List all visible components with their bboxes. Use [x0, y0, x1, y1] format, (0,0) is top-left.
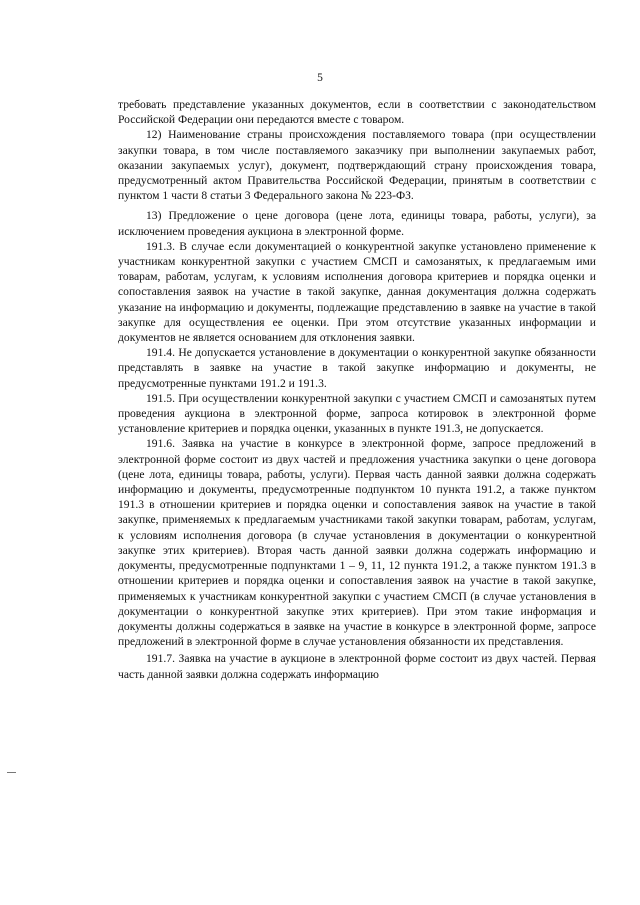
paragraph-191-6: 191.6. Заявка на участие в конкурсе в электронной форме, запросе предложений в электронной форме состоит из двух частей и предложения участника закупки о цене договора (цене лота, единицы товара, работы, услуги). Первая часть данной заявки должна содержать информацию и документы, предусмотренные подпунктом 10 пункта 191.2, а также пунктом 191.3 в отношении критериев и порядка оценки и сопоставления заявок на участие в такой закупке, применяемых к предлагаемым участниками такой закупки товарам, работам, услугам, к условиям исполнения договора (в случае установления в документации о конкурентной закупке этих критериев). Вторая часть данной заявки должна содержать информацию и документы, предусмотренные подпунктами 1 – 9, 11, 12 пункта 191.2, а также пунктом 191.3 в отношении критериев и порядка оценки и сопоставления заявок на участие в такой закупке, применяемых к участникам конкурентной закупки с участием СМСП (в случае установления в документации о конкурентной закупке этих критериев). При этом такие информация и документы должны содержаться в заявке на участие в конкурсе в электронной форме, запросе предложений в электронной форме в случае установления обязанности их представления.: [118, 437, 596, 649]
paragraph-191-4: 191.4. Не допускается установление в документации о конкурентной закупке обязанности представлять в заявке на участие в такой закупке информацию и документы, не предусмотренные пунктами 191.2 и 191.3.: [118, 346, 596, 390]
paragraph-191-5: 191.5. При осуществлении конкурентной закупки с участием СМСП и самозанятых путем проведения аукциона в электронной форме, запроса котировок в электронной форме установление критериев и порядка оценки, указанных в пункте 191.3, не допускается.: [118, 391, 596, 436]
paragraph-191-7: 191.7. Заявка на участие в аукционе в электронной форме состоит из двух частей. Первая часть данной заявки должна содержать информацию: [118, 652, 596, 681]
page-number: 5: [317, 72, 323, 84]
paragraph-item-13: 13) Предложение о цене договора (цене лота, единицы товара, работы, услуги), за исключением проведения аукциона в электронной форме.: [118, 209, 596, 238]
paragraph-item-12: 12) Наименование страны происхождения поставляемого товара (при осуществлении закупки товара, в том числе поставляемого заказчику при выполнении закупаемых работ, оказании закупаемых услуг), документ, подтверждающий страну происхождения товара, предусмотренный актом Правительства Российской Федерации, принятым в соответствии с пунктом 1 части 8 статьи 3 Федерального закона № 223-ФЗ.: [118, 128, 596, 203]
margin-scan-mark: [7, 772, 16, 773]
document-body: [118, 97, 596, 682]
paragraph-continuation: требовать представление указанных документов, если в соответствии с законодательством Российской Федерации они передаются вместе с товаром.: [118, 98, 596, 127]
paragraph-191-3: 191.3. В случае если документацией о конкурентной закупке установлено применение к участникам конкурентной закупки с участием СМСП и самозанятых, к предлагаемым ими товарам, работам, услугам, к условиям исполнения договора критериев и порядка оценки и сопоставления заявок на участие в такой закупке, данная документация должна содержать указание на информацию и документы, подлежащие представлению в заявке на участие в такой закупке для осуществления ее оценки. При этом отсутствие указанных информации и документов не является основанием для отклонения заявки.: [118, 239, 596, 345]
